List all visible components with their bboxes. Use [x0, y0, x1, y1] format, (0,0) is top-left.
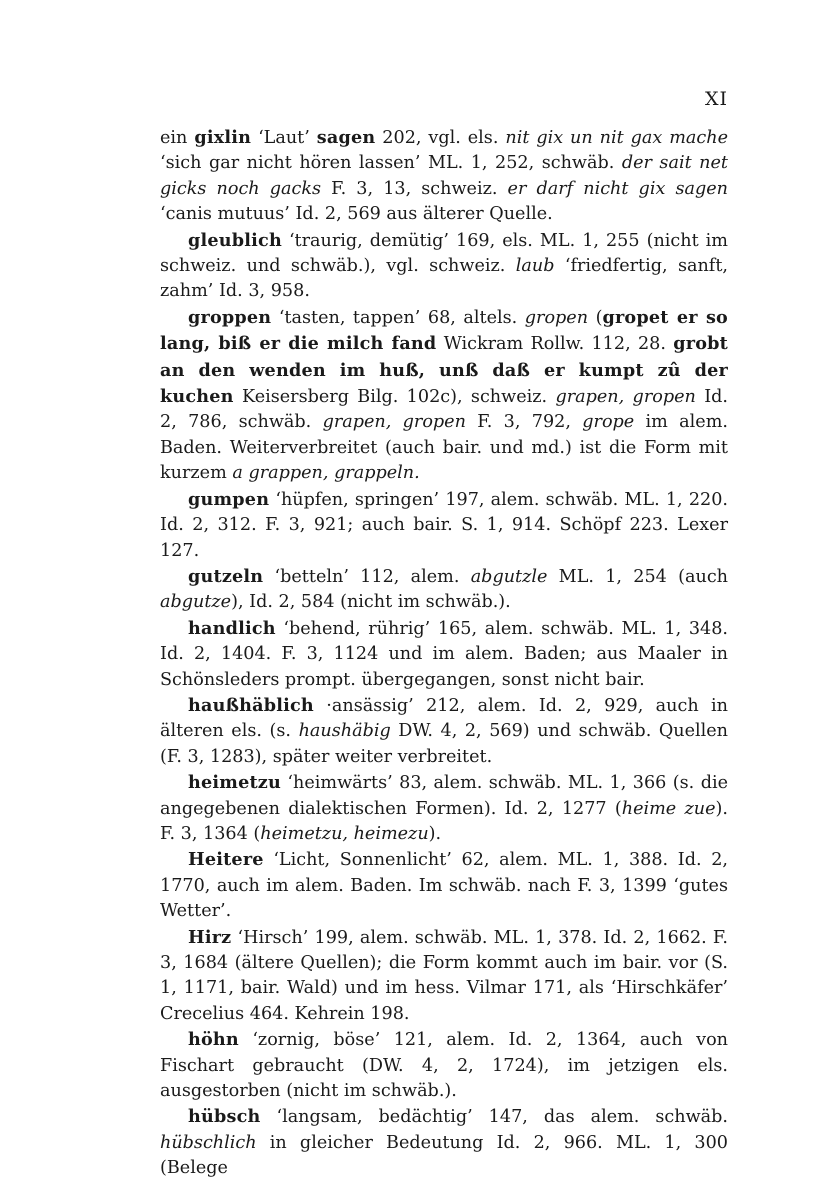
entry-text: in gleicher Bedeutung Id. 2, 966. ML. 1, 300 (Belege	[160, 1132, 728, 1179]
glossary-entry	[160, 487, 728, 564]
entry-text: 202, vgl. els.	[375, 128, 506, 148]
entry-text: ML. 1, 254 (auch	[547, 566, 728, 587]
glossary-entry	[160, 925, 728, 1028]
italic-citation: nit gix un nit gax mache	[505, 128, 728, 148]
entry-text: ‘behend, rührig’ 165, alem. schwäb. ML. 1, 348. Id. 2, 1404. F. 3, 1124 und im alem. Baden; aus Maaler in Schönsleders prompt. übergegangen, sonst nicht bair.	[160, 618, 728, 690]
headword: sagen	[316, 127, 376, 148]
glossary-entry	[160, 125, 728, 228]
italic-citation: grapen, gropen	[322, 412, 466, 433]
glossary-entry	[160, 305, 728, 487]
entry-text: Id. 2, 786, schwäb.	[160, 387, 728, 433]
glossary-entry	[160, 228, 728, 305]
glossary-entry	[160, 693, 728, 770]
headword: gropet er so lang, biß er die milch fand	[160, 306, 728, 355]
entry-text: ‘Hirsch’ 199, alem. schwäb. ML. 1, 378. Id. 2, 1662. F. 3, 1684 (ältere Quellen); die Form kommt auch im bair. vor (S. 1, 1171, bair. Wald) und im hess. Vilmar 171, als ‘Hirschkäfer’ Crecelius 464. Kehrein 198.	[160, 927, 728, 1024]
headword: haußhäblich	[188, 694, 314, 716]
headword: groppen	[188, 306, 272, 328]
headword: gleublich	[188, 229, 282, 251]
entry-text: ein	[160, 128, 195, 148]
headword: handlich	[188, 617, 276, 639]
entry-text: im alem. Baden. Weiterverbreitet (auch bair. und md.) ist die Form mit kurzem	[160, 412, 728, 484]
glossary-text	[160, 125, 728, 1182]
entry-text: ). F. 3, 1364 (	[160, 798, 728, 844]
entry-text: DW. 4, 2, 569) und schwäb. Quellen (F. 3, 1283), später weiter verbreitet.	[160, 721, 728, 767]
italic-citation: er darf nicht gix sagen	[507, 178, 728, 199]
entry-text: ‘tasten, tappen’ 68, altels.	[271, 307, 525, 328]
italic-citation: grapen, gropen	[555, 387, 696, 408]
italic-citation: a grappen, grappeln.	[232, 463, 420, 484]
glossary-entry	[160, 847, 728, 924]
entry-text: ‘heimwärts’ 83, alem. schwäb. ML. 1, 366 (s. die angegebenen dialektischen Formen). Id. 2, 1277 (	[160, 773, 728, 819]
entry-text: ‘langsam, bedächtig’ 147, das alem. schwäb.	[260, 1107, 728, 1128]
entry-text: ).	[428, 823, 442, 844]
headword: höhn	[188, 1029, 239, 1051]
entry-text: ·ansässig’ 212, alem. Id. 2, 929, auch in älteren els. (s.	[160, 695, 728, 742]
headword: Heitere	[188, 849, 264, 871]
italic-citation: grope	[582, 412, 635, 433]
entry-text: ‘hüpfen, springen’ 197, alem. schwäb. ML. 1, 220. Id. 2, 312. F. 3, 921; auch bair. S. 1, 914. Schöpf 223. Lexer 127.	[160, 489, 728, 561]
entry-text: ‘Licht, Sonnenlicht’ 62, alem. ML. 1, 388. Id. 2, 1770, auch im alem. Baden. Im schwäb. nach F. 3, 1399 ‘gutes Wetter’.	[160, 850, 728, 922]
headword: gutzeln	[188, 565, 264, 587]
headword: hübsch	[188, 1106, 261, 1128]
entry-text: ), Id. 2, 584 (nicht im schwäb.).	[231, 592, 511, 613]
headword: gumpen	[188, 488, 270, 510]
entry-text: F. 3, 13, schweiz.	[321, 178, 508, 199]
entry-text: F. 3, 792,	[465, 412, 583, 433]
italic-citation: laub	[515, 256, 555, 277]
entry-text: (	[588, 307, 603, 328]
entry-text: ‘traurig, demütig’ 169, els. ML. 1, 255 (nicht im schweiz. und schwäb.), vgl. schweiz.	[160, 230, 728, 277]
entry-text: ‘friedfertig, sanft, zahm’ Id. 3, 958.	[160, 256, 728, 302]
glossary-entry	[160, 770, 728, 847]
entry-text: ‘zornig, böse’ 121, alem. Id. 2, 1364, auch von Fischart gebraucht (DW. 4, 2, 1724), im jetzigen els. ausgestorben (nicht im schwäb.).	[160, 1030, 728, 1102]
entry-text: ‘betteln’ 112, alem.	[263, 566, 471, 587]
italic-citation: abgutzle	[470, 566, 548, 587]
italic-citation: haushäbig	[298, 721, 391, 742]
italic-citation: der sait net gicks noch gacks	[160, 153, 728, 199]
headword: heimetzu	[188, 772, 281, 794]
entry-text: ‘Laut’	[251, 128, 317, 148]
glossary-entry	[160, 564, 728, 616]
headword: gixlin	[194, 127, 252, 148]
entry-text: ‘sich gar nicht hören lassen’ ML. 1, 252, schwäb.	[160, 153, 622, 174]
page-number: XI	[704, 88, 728, 110]
italic-citation: hübschlich	[160, 1132, 257, 1153]
entry-text: ‘canis mutuus’ Id. 2, 569 aus älterer Quelle.	[160, 204, 553, 225]
glossary-entry	[160, 1104, 728, 1181]
entry-text: Wickram Rollw. 112, 28.	[436, 334, 674, 355]
glossary-entry	[160, 1027, 728, 1104]
italic-citation: gropen	[524, 307, 589, 328]
glossary-entry	[160, 616, 728, 693]
italic-citation: heime zue	[621, 798, 716, 819]
italic-citation: abgutze	[160, 592, 232, 613]
entry-text: Keisersberg Bilg. 102c), schweiz.	[233, 387, 556, 408]
italic-citation: heimetzu, heimezu	[260, 823, 429, 844]
headword: grobt an den wenden im huß, unß daß er kumpt zû der kuchen	[160, 333, 728, 408]
headword: Hirz	[188, 926, 232, 948]
